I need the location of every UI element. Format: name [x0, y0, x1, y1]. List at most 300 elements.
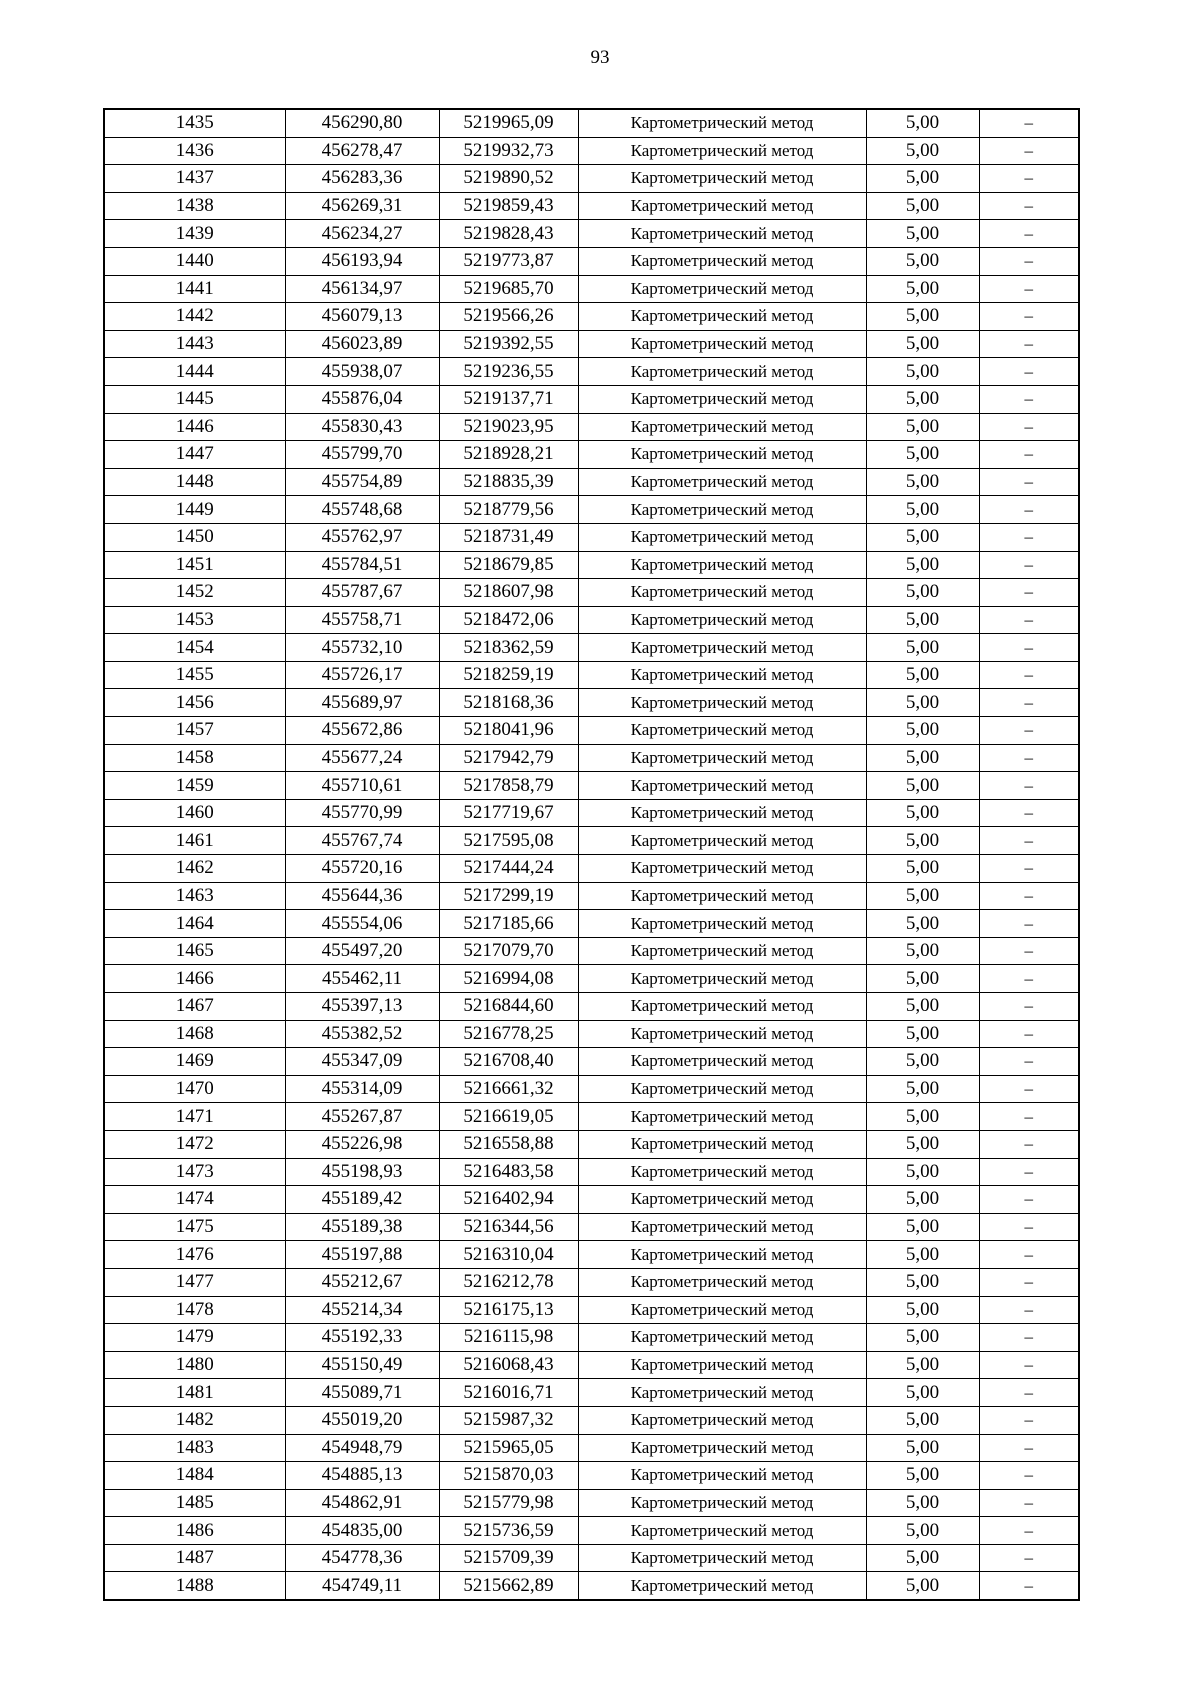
x-coordinate-cell: 454835,00 — [285, 1517, 439, 1545]
y-coordinate-cell: 5215736,59 — [439, 1517, 578, 1545]
x-coordinate-cell: 455198,93 — [285, 1158, 439, 1186]
precision-cell: 5,00 — [866, 689, 979, 717]
point-number-cell: 1435 — [104, 109, 285, 137]
note-cell: – — [979, 579, 1079, 607]
note-cell: – — [979, 441, 1079, 469]
table-row — [104, 496, 1079, 524]
method-cell: Картометрический метод — [578, 606, 866, 634]
method-cell: Картометрический метод — [578, 1351, 866, 1379]
note-cell: – — [979, 330, 1079, 358]
method-cell: Картометрический метод — [578, 1379, 866, 1407]
y-coordinate-cell: 5216402,94 — [439, 1186, 578, 1214]
point-number-cell: 1448 — [104, 468, 285, 496]
note-cell: – — [979, 1158, 1079, 1186]
note-cell: – — [979, 413, 1079, 441]
table-row — [104, 1462, 1079, 1490]
x-coordinate-cell: 455382,52 — [285, 1020, 439, 1048]
note-cell: – — [979, 910, 1079, 938]
precision-cell: 5,00 — [866, 1130, 979, 1158]
x-coordinate-cell: 455754,89 — [285, 468, 439, 496]
table-row — [104, 579, 1079, 607]
y-coordinate-cell: 5217079,70 — [439, 937, 578, 965]
table-row — [104, 1268, 1079, 1296]
note-cell: – — [979, 468, 1079, 496]
x-coordinate-cell: 455314,09 — [285, 1075, 439, 1103]
y-coordinate-cell: 5216212,78 — [439, 1268, 578, 1296]
table-row — [104, 993, 1079, 1021]
table-row — [104, 799, 1079, 827]
precision-cell: 5,00 — [866, 192, 979, 220]
precision-cell: 5,00 — [866, 1462, 979, 1490]
point-number-cell: 1440 — [104, 247, 285, 275]
point-number-cell: 1447 — [104, 441, 285, 469]
table-row — [104, 1379, 1079, 1407]
x-coordinate-cell: 455799,70 — [285, 441, 439, 469]
precision-cell: 5,00 — [866, 1379, 979, 1407]
precision-cell: 5,00 — [866, 1324, 979, 1352]
note-cell: – — [979, 1324, 1079, 1352]
y-coordinate-cell: 5219392,55 — [439, 330, 578, 358]
precision-cell: 5,00 — [866, 165, 979, 193]
point-number-cell: 1476 — [104, 1241, 285, 1269]
precision-cell: 5,00 — [866, 137, 979, 165]
coordinates-table — [103, 108, 1080, 1601]
x-coordinate-cell: 455226,98 — [285, 1130, 439, 1158]
table-row — [104, 910, 1079, 938]
precision-cell: 5,00 — [866, 1186, 979, 1214]
precision-cell: 5,00 — [866, 1213, 979, 1241]
point-number-cell: 1458 — [104, 744, 285, 772]
precision-cell: 5,00 — [866, 1268, 979, 1296]
y-coordinate-cell: 5218041,96 — [439, 717, 578, 745]
y-coordinate-cell: 5218779,56 — [439, 496, 578, 524]
note-cell: – — [979, 165, 1079, 193]
method-cell: Картометрический метод — [578, 1517, 866, 1545]
note-cell: – — [979, 247, 1079, 275]
method-cell: Картометрический метод — [578, 413, 866, 441]
note-cell: – — [979, 1296, 1079, 1324]
x-coordinate-cell: 455762,97 — [285, 523, 439, 551]
point-number-cell: 1436 — [104, 137, 285, 165]
y-coordinate-cell: 5216844,60 — [439, 993, 578, 1021]
precision-cell: 5,00 — [866, 275, 979, 303]
table-row — [104, 717, 1079, 745]
precision-cell: 5,00 — [866, 441, 979, 469]
x-coordinate-cell: 455689,97 — [285, 689, 439, 717]
point-number-cell: 1444 — [104, 358, 285, 386]
point-number-cell: 1469 — [104, 1048, 285, 1076]
x-coordinate-cell: 455267,87 — [285, 1103, 439, 1131]
point-number-cell: 1457 — [104, 717, 285, 745]
method-cell: Картометрический метод — [578, 661, 866, 689]
note-cell: – — [979, 385, 1079, 413]
precision-cell: 5,00 — [866, 661, 979, 689]
y-coordinate-cell: 5217719,67 — [439, 799, 578, 827]
table-row — [104, 1489, 1079, 1517]
y-coordinate-cell: 5216708,40 — [439, 1048, 578, 1076]
x-coordinate-cell: 455876,04 — [285, 385, 439, 413]
y-coordinate-cell: 5215987,32 — [439, 1406, 578, 1434]
method-cell: Картометрический метод — [578, 247, 866, 275]
table-row — [104, 1517, 1079, 1545]
note-cell: – — [979, 523, 1079, 551]
point-number-cell: 1473 — [104, 1158, 285, 1186]
x-coordinate-cell: 455672,86 — [285, 717, 439, 745]
y-coordinate-cell: 5215965,05 — [439, 1434, 578, 1462]
table-row — [104, 1048, 1079, 1076]
y-coordinate-cell: 5216344,56 — [439, 1213, 578, 1241]
precision-cell: 5,00 — [866, 855, 979, 883]
note-cell: – — [979, 634, 1079, 662]
precision-cell: 5,00 — [866, 1544, 979, 1572]
x-coordinate-cell: 455197,88 — [285, 1241, 439, 1269]
precision-cell: 5,00 — [866, 1296, 979, 1324]
x-coordinate-cell: 456283,36 — [285, 165, 439, 193]
y-coordinate-cell: 5217185,66 — [439, 910, 578, 938]
precision-cell: 5,00 — [866, 385, 979, 413]
precision-cell: 5,00 — [866, 579, 979, 607]
table-row — [104, 1572, 1079, 1600]
precision-cell: 5,00 — [866, 551, 979, 579]
x-coordinate-cell: 455462,11 — [285, 965, 439, 993]
x-coordinate-cell: 455830,43 — [285, 413, 439, 441]
method-cell: Картометрический метод — [578, 855, 866, 883]
note-cell: – — [979, 855, 1079, 883]
note-cell: – — [979, 799, 1079, 827]
y-coordinate-cell: 5216994,08 — [439, 965, 578, 993]
point-number-cell: 1466 — [104, 965, 285, 993]
x-coordinate-cell: 454778,36 — [285, 1544, 439, 1572]
method-cell: Картометрический метод — [578, 744, 866, 772]
note-cell: – — [979, 358, 1079, 386]
method-cell: Картометрический метод — [578, 1075, 866, 1103]
note-cell: – — [979, 1462, 1079, 1490]
note-cell: – — [979, 1572, 1079, 1600]
method-cell: Картометрический метод — [578, 937, 866, 965]
table-row — [104, 1103, 1079, 1131]
y-coordinate-cell: 5217444,24 — [439, 855, 578, 883]
point-number-cell: 1474 — [104, 1186, 285, 1214]
note-cell: – — [979, 1241, 1079, 1269]
y-coordinate-cell: 5216619,05 — [439, 1103, 578, 1131]
x-coordinate-cell: 455150,49 — [285, 1351, 439, 1379]
note-cell: – — [979, 551, 1079, 579]
x-coordinate-cell: 454948,79 — [285, 1434, 439, 1462]
precision-cell: 5,00 — [866, 606, 979, 634]
point-number-cell: 1480 — [104, 1351, 285, 1379]
point-number-cell: 1487 — [104, 1544, 285, 1572]
note-cell: – — [979, 1213, 1079, 1241]
y-coordinate-cell: 5218168,36 — [439, 689, 578, 717]
x-coordinate-cell: 455189,38 — [285, 1213, 439, 1241]
point-number-cell: 1453 — [104, 606, 285, 634]
table-row — [104, 523, 1079, 551]
method-cell: Картометрический метод — [578, 882, 866, 910]
note-cell: – — [979, 689, 1079, 717]
point-number-cell: 1443 — [104, 330, 285, 358]
x-coordinate-cell: 455214,34 — [285, 1296, 439, 1324]
x-coordinate-cell: 456278,47 — [285, 137, 439, 165]
table-row — [104, 661, 1079, 689]
precision-cell: 5,00 — [866, 772, 979, 800]
precision-cell: 5,00 — [866, 496, 979, 524]
note-cell: – — [979, 109, 1079, 137]
precision-cell: 5,00 — [866, 882, 979, 910]
method-cell: Картометрический метод — [578, 910, 866, 938]
note-cell: – — [979, 1379, 1079, 1407]
table-row — [104, 1406, 1079, 1434]
point-number-cell: 1461 — [104, 827, 285, 855]
method-cell: Картометрический метод — [578, 1296, 866, 1324]
point-number-cell: 1459 — [104, 772, 285, 800]
y-coordinate-cell: 5217942,79 — [439, 744, 578, 772]
method-cell: Картометрический метод — [578, 496, 866, 524]
x-coordinate-cell: 455784,51 — [285, 551, 439, 579]
y-coordinate-cell: 5218835,39 — [439, 468, 578, 496]
point-number-cell: 1468 — [104, 1020, 285, 1048]
point-number-cell: 1472 — [104, 1130, 285, 1158]
note-cell: – — [979, 717, 1079, 745]
method-cell: Картометрический метод — [578, 1020, 866, 1048]
point-number-cell: 1463 — [104, 882, 285, 910]
table-row — [104, 1075, 1079, 1103]
x-coordinate-cell: 456290,80 — [285, 109, 439, 137]
x-coordinate-cell: 455397,13 — [285, 993, 439, 1021]
precision-cell: 5,00 — [866, 965, 979, 993]
precision-cell: 5,00 — [866, 303, 979, 331]
point-number-cell: 1446 — [104, 413, 285, 441]
note-cell: – — [979, 1544, 1079, 1572]
x-coordinate-cell: 456269,31 — [285, 192, 439, 220]
y-coordinate-cell: 5215662,89 — [439, 1572, 578, 1600]
method-cell: Картометрический метод — [578, 303, 866, 331]
note-cell: – — [979, 1020, 1079, 1048]
note-cell: – — [979, 772, 1079, 800]
point-number-cell: 1477 — [104, 1268, 285, 1296]
point-number-cell: 1481 — [104, 1379, 285, 1407]
x-coordinate-cell: 456079,13 — [285, 303, 439, 331]
table-row — [104, 937, 1079, 965]
y-coordinate-cell: 5216661,32 — [439, 1075, 578, 1103]
method-cell: Картометрический метод — [578, 1241, 866, 1269]
method-cell: Картометрический метод — [578, 358, 866, 386]
point-number-cell: 1488 — [104, 1572, 285, 1600]
y-coordinate-cell: 5218679,85 — [439, 551, 578, 579]
method-cell: Картометрический метод — [578, 993, 866, 1021]
table-row — [104, 303, 1079, 331]
y-coordinate-cell: 5216778,25 — [439, 1020, 578, 1048]
note-cell: – — [979, 993, 1079, 1021]
point-number-cell: 1465 — [104, 937, 285, 965]
x-coordinate-cell: 456193,94 — [285, 247, 439, 275]
method-cell: Картометрический метод — [578, 1462, 866, 1490]
method-cell: Картометрический метод — [578, 1434, 866, 1462]
method-cell: Картометрический метод — [578, 689, 866, 717]
y-coordinate-cell: 5219859,43 — [439, 192, 578, 220]
point-number-cell: 1479 — [104, 1324, 285, 1352]
table-row — [104, 1544, 1079, 1572]
table-row — [104, 1186, 1079, 1214]
point-number-cell: 1455 — [104, 661, 285, 689]
note-cell: – — [979, 1075, 1079, 1103]
note-cell: – — [979, 1517, 1079, 1545]
x-coordinate-cell: 454885,13 — [285, 1462, 439, 1490]
method-cell: Картометрический метод — [578, 965, 866, 993]
table-row — [104, 192, 1079, 220]
point-number-cell: 1452 — [104, 579, 285, 607]
x-coordinate-cell: 455720,16 — [285, 855, 439, 883]
method-cell: Картометрический метод — [578, 523, 866, 551]
precision-cell: 5,00 — [866, 1489, 979, 1517]
y-coordinate-cell: 5218472,06 — [439, 606, 578, 634]
note-cell: – — [979, 1130, 1079, 1158]
x-coordinate-cell: 454862,91 — [285, 1489, 439, 1517]
precision-cell: 5,00 — [866, 937, 979, 965]
table-row — [104, 744, 1079, 772]
precision-cell: 5,00 — [866, 1103, 979, 1131]
note-cell: – — [979, 1268, 1079, 1296]
y-coordinate-cell: 5217595,08 — [439, 827, 578, 855]
x-coordinate-cell: 455758,71 — [285, 606, 439, 634]
y-coordinate-cell: 5216483,58 — [439, 1158, 578, 1186]
table-row — [104, 1213, 1079, 1241]
table-row — [104, 634, 1079, 662]
point-number-cell: 1471 — [104, 1103, 285, 1131]
y-coordinate-cell: 5219828,43 — [439, 220, 578, 248]
note-cell: – — [979, 275, 1079, 303]
method-cell: Картометрический метод — [578, 1130, 866, 1158]
table-row — [104, 606, 1079, 634]
y-coordinate-cell: 5216115,98 — [439, 1324, 578, 1352]
precision-cell: 5,00 — [866, 1406, 979, 1434]
x-coordinate-cell: 455767,74 — [285, 827, 439, 855]
table-row — [104, 165, 1079, 193]
method-cell: Картометрический метод — [578, 330, 866, 358]
precision-cell: 5,00 — [866, 1048, 979, 1076]
page-number: 93 — [590, 47, 610, 68]
method-cell: Картометрический метод — [578, 1544, 866, 1572]
precision-cell: 5,00 — [866, 1351, 979, 1379]
table-row — [104, 1324, 1079, 1352]
y-coordinate-cell: 5215870,03 — [439, 1462, 578, 1490]
point-number-cell: 1482 — [104, 1406, 285, 1434]
precision-cell: 5,00 — [866, 1020, 979, 1048]
table-row — [104, 385, 1079, 413]
point-number-cell: 1460 — [104, 799, 285, 827]
table-row — [104, 1130, 1079, 1158]
method-cell: Картометрический метод — [578, 1213, 866, 1241]
y-coordinate-cell: 5219236,55 — [439, 358, 578, 386]
precision-cell: 5,00 — [866, 220, 979, 248]
y-coordinate-cell: 5219566,26 — [439, 303, 578, 331]
precision-cell: 5,00 — [866, 717, 979, 745]
method-cell: Картометрический метод — [578, 1048, 866, 1076]
x-coordinate-cell: 455938,07 — [285, 358, 439, 386]
method-cell: Картометрический метод — [578, 579, 866, 607]
note-cell: – — [979, 1103, 1079, 1131]
precision-cell: 5,00 — [866, 910, 979, 938]
note-cell: – — [979, 882, 1079, 910]
method-cell: Картометрический метод — [578, 717, 866, 745]
x-coordinate-cell: 455644,36 — [285, 882, 439, 910]
precision-cell: 5,00 — [866, 744, 979, 772]
table-row — [104, 275, 1079, 303]
note-cell: – — [979, 220, 1079, 248]
method-cell: Картометрический метод — [578, 385, 866, 413]
method-cell: Картометрический метод — [578, 1572, 866, 1600]
x-coordinate-cell: 455554,06 — [285, 910, 439, 938]
point-number-cell: 1470 — [104, 1075, 285, 1103]
table-row — [104, 441, 1079, 469]
y-coordinate-cell: 5219965,09 — [439, 109, 578, 137]
table-row — [104, 1434, 1079, 1462]
x-coordinate-cell: 455019,20 — [285, 1406, 439, 1434]
precision-cell: 5,00 — [866, 1075, 979, 1103]
method-cell: Картометрический метод — [578, 192, 866, 220]
method-cell: Картометрический метод — [578, 441, 866, 469]
x-coordinate-cell: 456234,27 — [285, 220, 439, 248]
y-coordinate-cell: 5218259,19 — [439, 661, 578, 689]
y-coordinate-cell: 5219023,95 — [439, 413, 578, 441]
precision-cell: 5,00 — [866, 109, 979, 137]
table-row — [104, 1020, 1079, 1048]
y-coordinate-cell: 5217858,79 — [439, 772, 578, 800]
method-cell: Картометрический метод — [578, 137, 866, 165]
x-coordinate-cell: 455770,99 — [285, 799, 439, 827]
precision-cell: 5,00 — [866, 247, 979, 275]
x-coordinate-cell: 455497,20 — [285, 937, 439, 965]
point-number-cell: 1442 — [104, 303, 285, 331]
note-cell: – — [979, 303, 1079, 331]
y-coordinate-cell: 5219137,71 — [439, 385, 578, 413]
point-number-cell: 1484 — [104, 1462, 285, 1490]
point-number-cell: 1456 — [104, 689, 285, 717]
y-coordinate-cell: 5218607,98 — [439, 579, 578, 607]
note-cell: – — [979, 965, 1079, 993]
point-number-cell: 1438 — [104, 192, 285, 220]
precision-cell: 5,00 — [866, 1158, 979, 1186]
x-coordinate-cell: 456023,89 — [285, 330, 439, 358]
table-row — [104, 1241, 1079, 1269]
precision-cell: 5,00 — [866, 523, 979, 551]
point-number-cell: 1445 — [104, 385, 285, 413]
y-coordinate-cell: 5216558,88 — [439, 1130, 578, 1158]
note-cell: – — [979, 1048, 1079, 1076]
point-number-cell: 1483 — [104, 1434, 285, 1462]
point-number-cell: 1451 — [104, 551, 285, 579]
note-cell: – — [979, 1351, 1079, 1379]
y-coordinate-cell: 5216310,04 — [439, 1241, 578, 1269]
point-number-cell: 1475 — [104, 1213, 285, 1241]
table-row — [104, 689, 1079, 717]
point-number-cell: 1478 — [104, 1296, 285, 1324]
point-number-cell: 1441 — [104, 275, 285, 303]
precision-cell: 5,00 — [866, 330, 979, 358]
y-coordinate-cell: 5219773,87 — [439, 247, 578, 275]
note-cell: – — [979, 1434, 1079, 1462]
note-cell: – — [979, 661, 1079, 689]
x-coordinate-cell: 455212,67 — [285, 1268, 439, 1296]
y-coordinate-cell: 5215779,98 — [439, 1489, 578, 1517]
x-coordinate-cell: 455347,09 — [285, 1048, 439, 1076]
point-number-cell: 1467 — [104, 993, 285, 1021]
point-number-cell: 1464 — [104, 910, 285, 938]
table-row — [104, 358, 1079, 386]
method-cell: Картометрический метод — [578, 634, 866, 662]
note-cell: – — [979, 137, 1079, 165]
precision-cell: 5,00 — [866, 1241, 979, 1269]
point-number-cell: 1449 — [104, 496, 285, 524]
